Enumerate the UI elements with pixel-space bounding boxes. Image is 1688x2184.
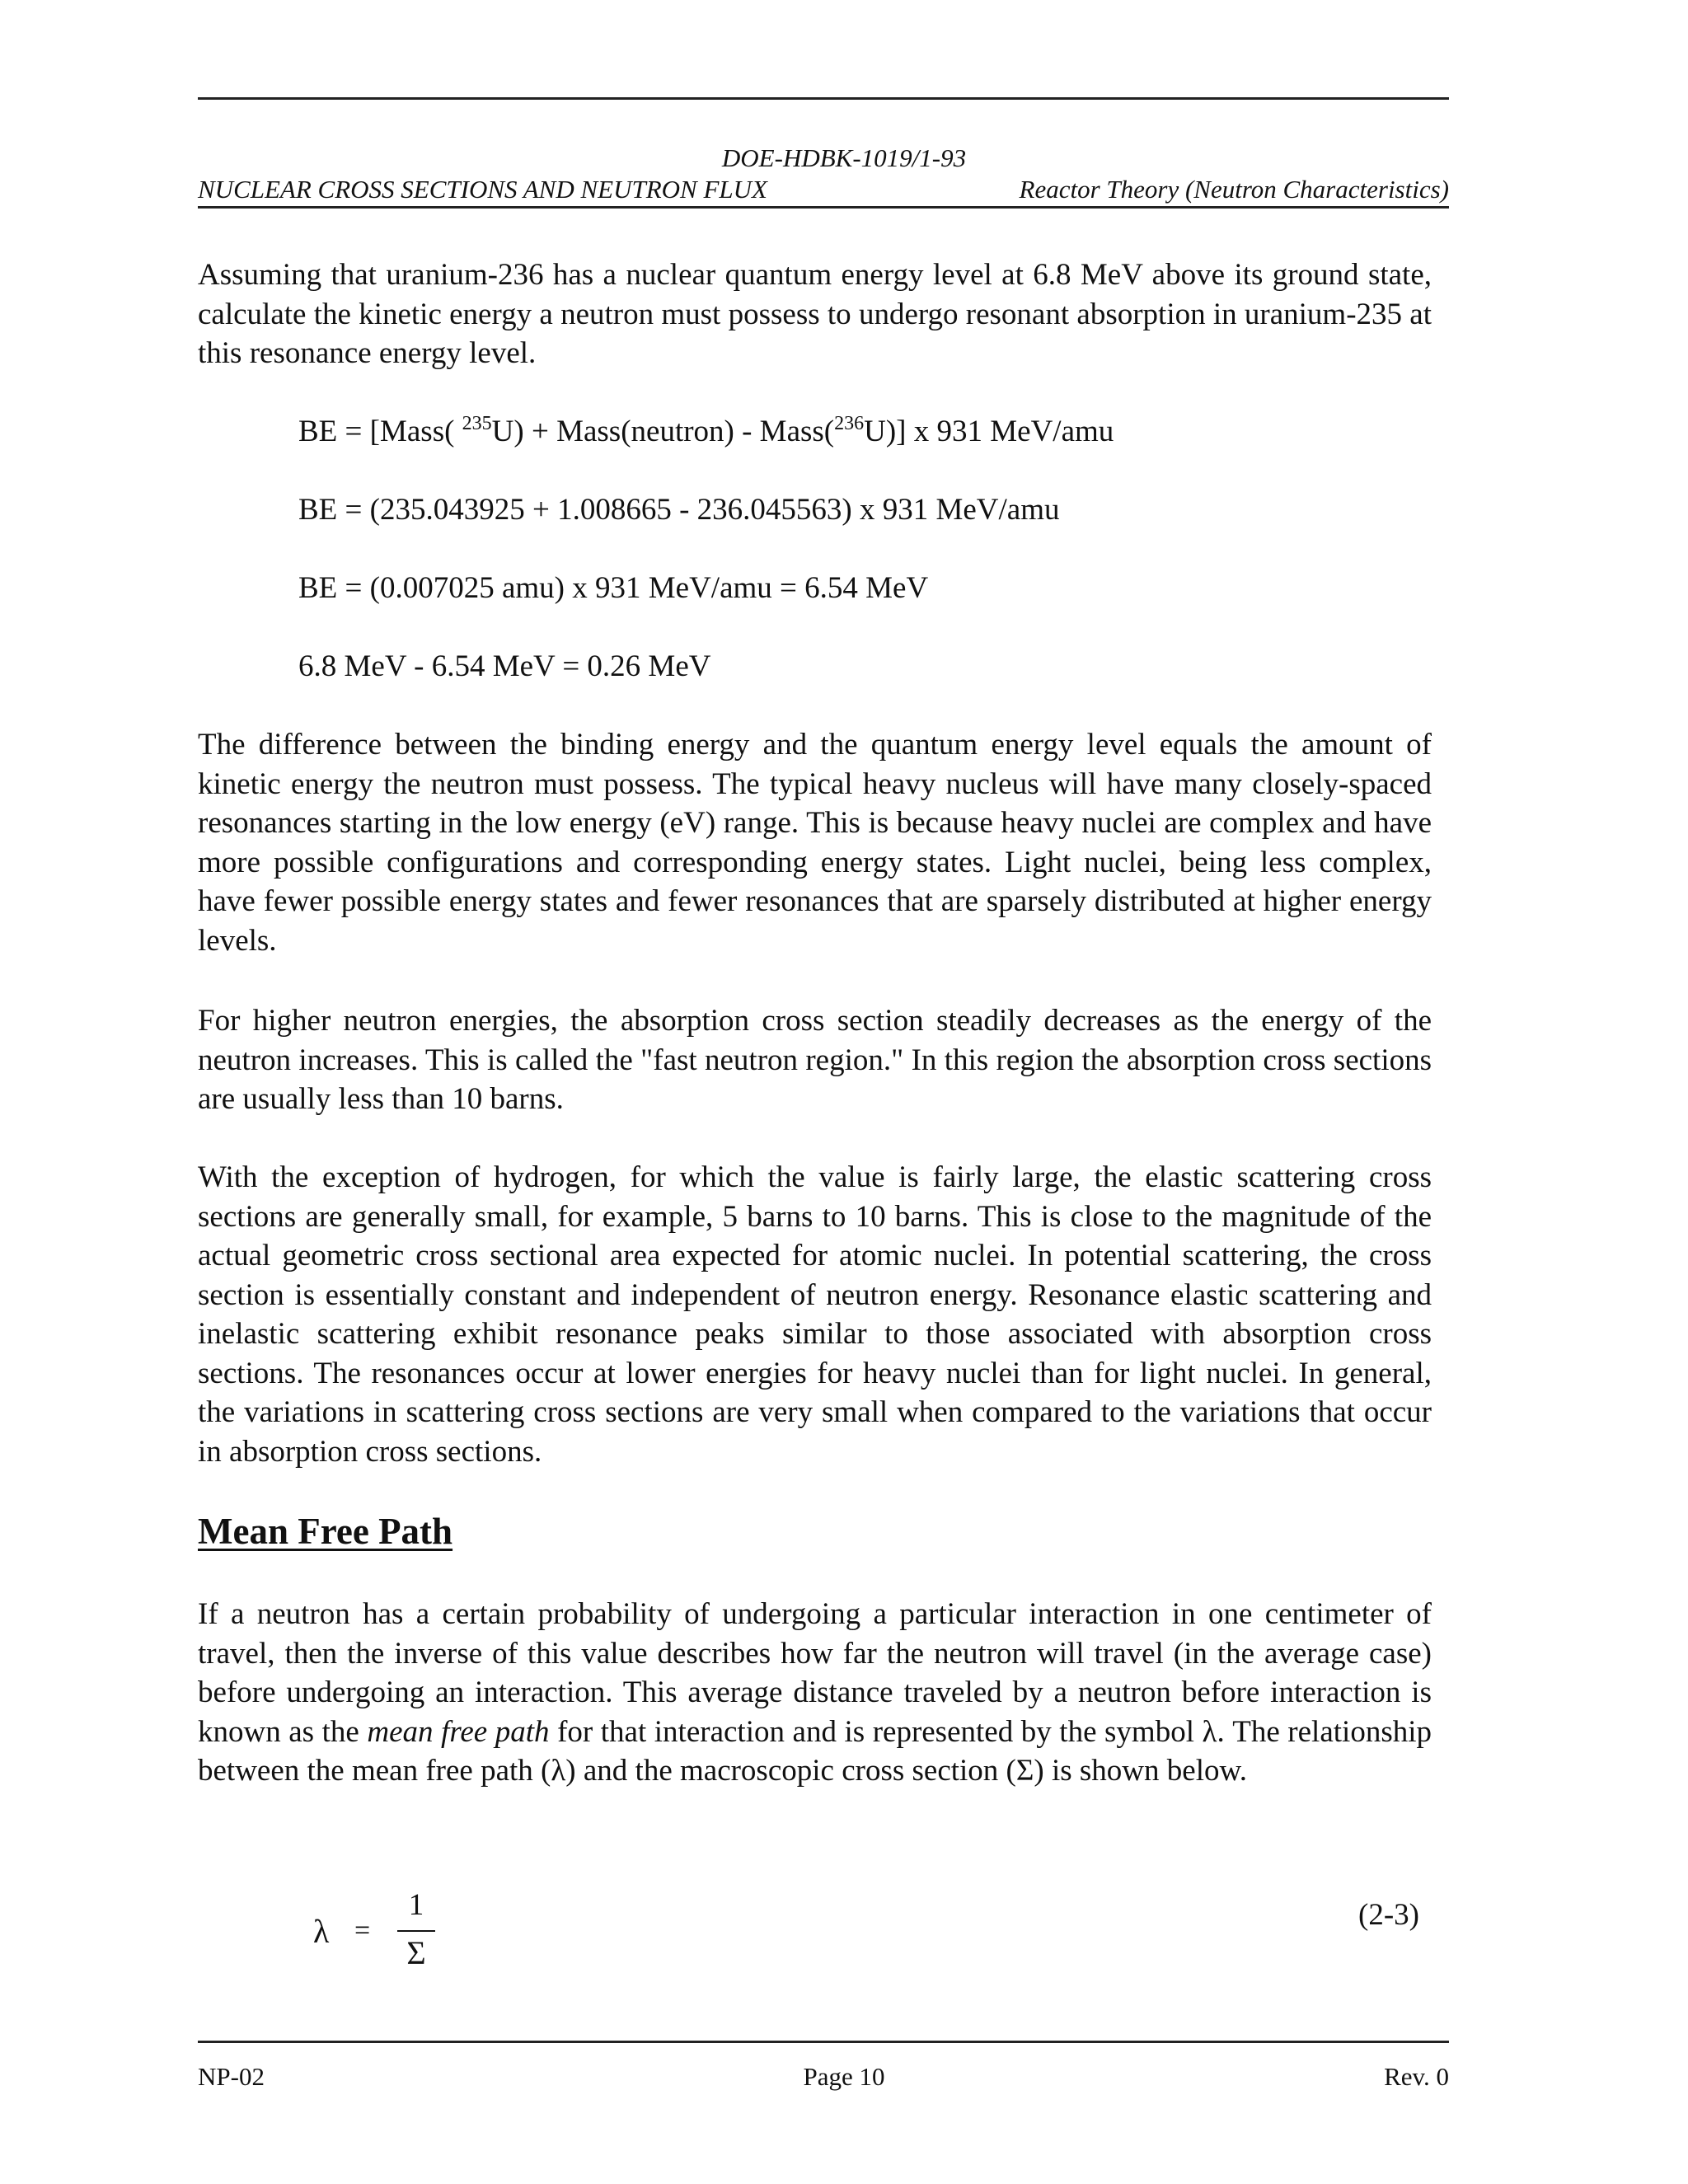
mass-number-superscript: 236 [834,413,865,434]
section-heading: Mean Free Path [198,1511,453,1552]
mass-number-superscript: 235 [462,413,492,434]
fraction-denominator: Σ [406,1934,426,1971]
fraction-bar [397,1930,435,1932]
equation-kinetic-energy: 6.8 MeV - 6.54 MeV = 0.26 MeV [298,649,711,683]
paragraph-text: If a neutron has a certain probability of undergoing a particular interaction in one centimeter of travel, then the inverse of this value describes how far the neutron will travel (in the average case) before undergoing an interaction. This average distance traveled by a neutron before interaction is known as the [198,1597,1432,1749]
document-id: DOE-HDBK-1019/1-93 [721,143,967,172]
intro-paragraph: Assuming that uranium-236 has a nuclear quantum energy level at 6.8 MeV above its ground state, calculate the kinetic energy a neutron must possess to undergo resonant absorption in uranium-235 at this resonance energy level. [198,258,1432,370]
equation-number: (2-3) [1358,1898,1419,1932]
equation-text: U)] x 931 MeV/amu [864,415,1114,448]
equation-binding-energy-formula [298,412,1114,452]
running-header-left: NUCLEAR CROSS SECTIONS AND NEUTRON FLUX [198,175,767,204]
header-top-rule [198,97,1449,100]
equation-binding-energy-values: BE = (235.043925 + 1.008665 - 236.045563) x 931 MeV/amu [298,493,1060,527]
equation-text: BE = [Mass( [298,415,462,448]
footer-module-id: NP-02 [198,2062,265,2091]
fraction-numerator: 1 [408,1888,424,1922]
equation-text: U) + Mass(neutron) - Mass( [491,415,835,448]
lambda-symbol: λ [313,1913,330,1950]
mean-free-path-formula [313,1887,445,1978]
footer-revision: Rev. 0 [1384,2062,1449,2091]
footer-page-number: Page 10 [803,2062,885,2091]
running-header-right: Reactor Theory (Neutron Characteristics) [1019,175,1449,204]
scattering-paragraph: With the exception of hydrogen, for which the value is fairly large, the elastic scattering cross sections are generally small, for example, 5 barns to 10 barns. This is close to the magnitude of the actual geometric cross sectional area expected for atomic nuclei. In potential scattering, the cross section is essentially constant and independent of neutron energy. Resonance elastic scattering and inelastic scattering exhibit resonance peaks similar to those associated with absorption cross sections. The resonances occur at lower energies for heavy nuclei than for light nuclei. In general, the variations in scattering cross sections are very small when compared to the variations that occur in absorption cross sections. [198,1160,1432,1469]
header-bottom-rule [198,206,1449,209]
paragraph-text: for that interaction and is represented by the symbol λ. The relationship between the mean free path (λ) and the macroscopic cross section (Σ) is shown below. [198,1714,1432,1788]
equals-sign: = [354,1915,371,1946]
difference-paragraph: The difference between the binding energy and the quantum energy level equals the amount of kinetic energy the neutron must possess. The typical heavy nucleus will have many closely-spaced resonances starting in the low energy (eV) range. This is because heavy nuclei are complex and have more possible configurations and corresponding energy states. Light nuclei, being less complex, have fewer possible energy states and fewer resonances that are sparsely distributed at higher energy levels. [198,728,1432,958]
fast-neutron-paragraph: For higher neutron energies, the absorption cross section steadily decreases as the energy of the neutron increases. This is called the "fast neutron region." In this region the absorption cross sections are usually less than 10 barns. [198,1004,1432,1116]
mean-free-path-paragraph [198,1595,1432,1791]
footer-rule [198,2041,1449,2043]
equation-binding-energy-result: BE = (0.007025 amu) x 931 MeV/amu = 6.54 MeV [298,571,929,605]
term-emphasis: mean free path [367,1714,550,1749]
